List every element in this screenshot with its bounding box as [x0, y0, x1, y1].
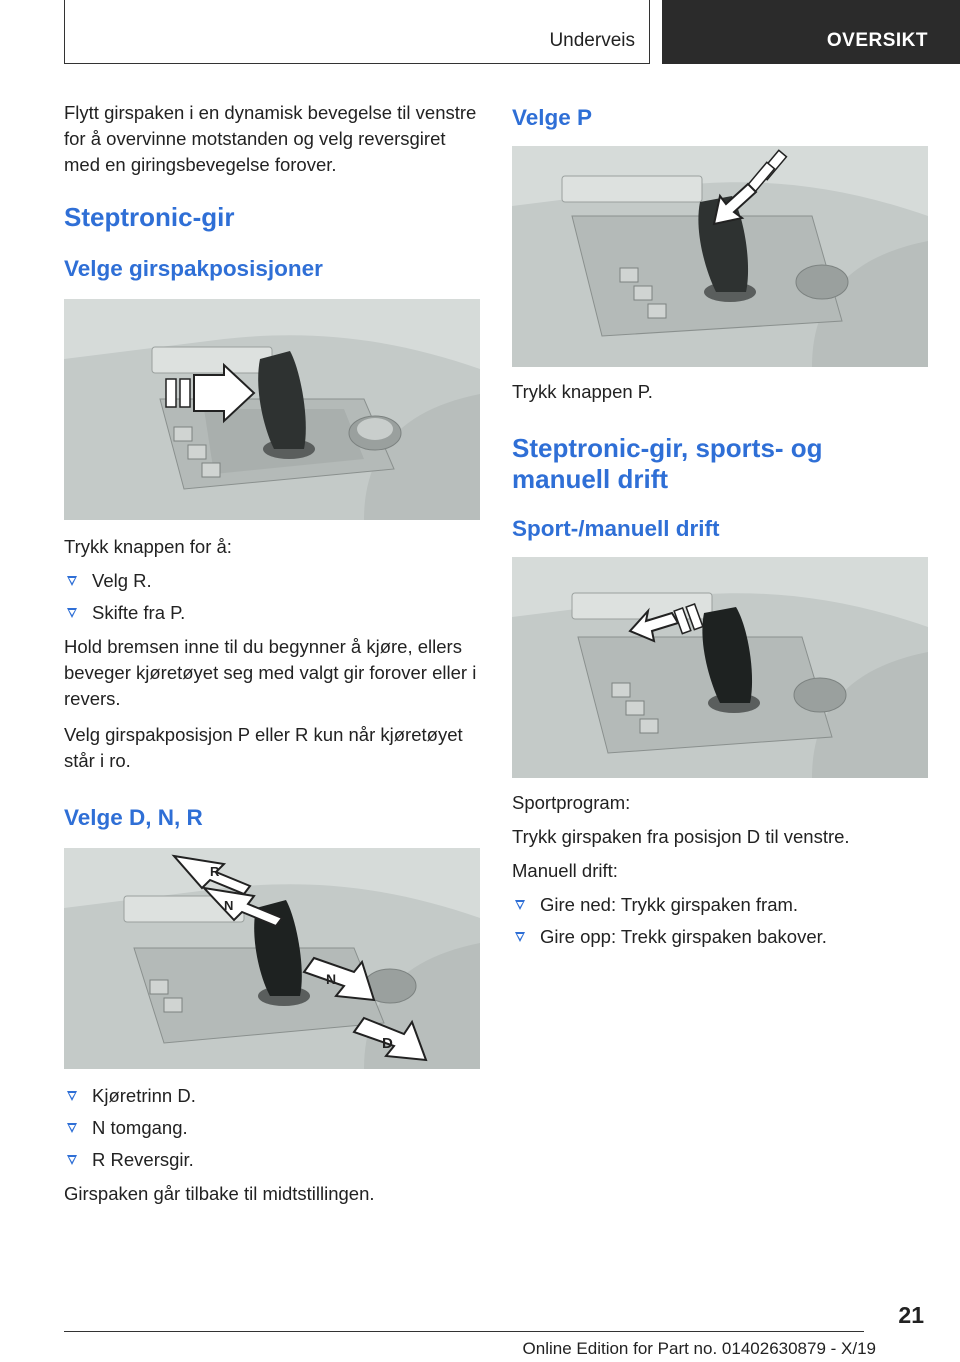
list-item: Velg R.	[64, 568, 480, 594]
returns-text: Girspaken går tilbake til midtstillingen.	[64, 1183, 375, 1204]
press-button-text: Trykk knappen for å:	[64, 536, 232, 557]
hold-brake-text: Hold bremsen inne til du begynner å kjøre, ellers beveger kjøretøyet seg med valgt gir forover eller i revers.	[64, 636, 477, 709]
footer-divider	[64, 1331, 864, 1332]
header-section-tab[interactable]	[64, 0, 650, 64]
triangle-bullet-icon	[515, 900, 525, 910]
push-left-text: Trykk girspaken fra posisjon D til venstre.	[512, 826, 850, 847]
heading-select-dnr: Velge D, N, R	[64, 805, 203, 830]
list-item: R Reversgir.	[64, 1147, 480, 1173]
footer-edition: Online Edition for Part no. 01402630879 - X/19	[522, 1339, 876, 1358]
manual-text: Manuell drift:	[512, 860, 618, 881]
label-d: D	[382, 1035, 393, 1052]
triangle-bullet-icon	[67, 1155, 77, 1165]
heading-select-p: Velge P	[512, 105, 593, 130]
left-column	[64, 100, 480, 1217]
right-column	[512, 104, 928, 958]
gear-lever-p-photo	[512, 146, 928, 367]
heading-sport-manual-line1: Steptronic-gir, sports- og	[512, 433, 823, 463]
list-item: Gire opp: Trekk girspaken bakover.	[512, 924, 928, 950]
header-active-label: OVERSIKT	[826, 30, 928, 51]
list-item: Skifte fra P.	[64, 600, 480, 626]
gear-lever-button-photo	[64, 299, 480, 520]
triangle-bullet-icon	[67, 1123, 77, 1133]
intro-paragraph: Flytt girspaken i en dynamisk bevegelse til venstre for å overvinne motstanden og velg reversgiret med en giringsbevegelse forover.	[64, 102, 477, 175]
press-button-list	[64, 568, 480, 626]
page-number: 21	[898, 1302, 924, 1328]
list-item: N tomgang.	[64, 1115, 480, 1141]
label-n-top: N	[224, 898, 234, 913]
gear-lever-sport-photo	[512, 557, 928, 778]
sport-program-text: Sportprogram:	[512, 792, 631, 813]
triangle-bullet-icon	[515, 932, 525, 942]
heading-steptronic: Steptronic-gir	[64, 202, 235, 232]
heading-sport-manual-sub: Sport-/manuell drift	[512, 516, 720, 541]
heading-sport-manual	[512, 433, 928, 495]
triangle-bullet-icon	[67, 608, 77, 618]
press-p-text: Trykk knappen P.	[512, 381, 653, 402]
triangle-bullet-icon	[67, 576, 77, 586]
label-r: R	[210, 864, 220, 879]
header-active-tab[interactable]	[662, 0, 960, 64]
list-item: Gire ned: Trykk girspaken fram.	[512, 892, 928, 918]
gear-lever-dnr-photo	[64, 848, 480, 1069]
manual-list	[512, 892, 928, 950]
heading-sport-manual-line2: manuell drift	[512, 464, 669, 494]
dnr-list	[64, 1083, 480, 1173]
label-n-bottom: N	[326, 971, 337, 987]
list-item: Kjøretrinn D.	[64, 1083, 480, 1109]
heading-select-positions: Velge girspakposisjoner	[64, 256, 323, 281]
header-section-label: Underveis	[549, 30, 635, 51]
select-p-r-text: Velg girspakposisjon P eller R kun når kjøretøyet står i ro.	[64, 724, 463, 771]
triangle-bullet-icon	[67, 1091, 77, 1101]
